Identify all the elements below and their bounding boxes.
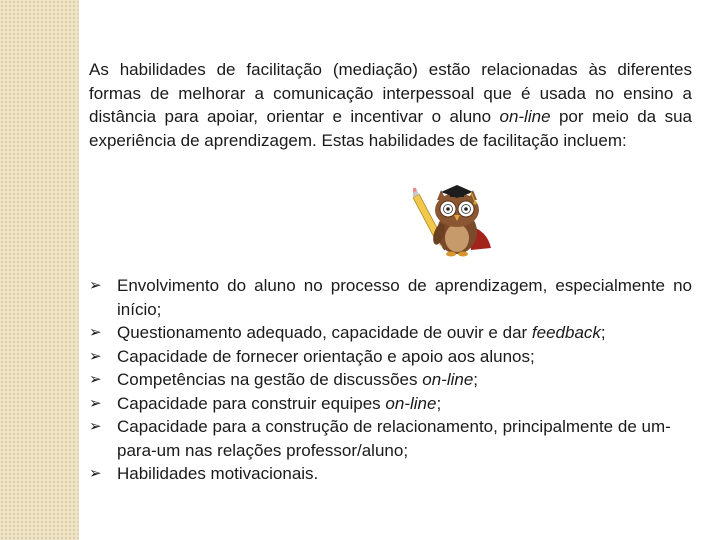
list-item: ➢ Competências na gestão de discussões on-line; bbox=[89, 368, 692, 392]
intro-italic-online: on-line bbox=[499, 107, 551, 126]
arrow-bullet-icon: ➢ bbox=[89, 276, 102, 294]
side-divider bbox=[78, 0, 79, 540]
list-item: ➢ Questionamento adequado, capacidade de ouvir e dar feedback; bbox=[89, 321, 692, 345]
list-item: ➢ Capacidade de fornecer orientação e apoio aos alunos; bbox=[89, 345, 692, 369]
graduate-owl-with-pencil-icon bbox=[413, 178, 503, 260]
intro-text-2: por meio da sua experiência de aprendizagem. Estas habilidades de facilitação incluem: bbox=[89, 107, 692, 150]
intro-paragraph bbox=[89, 58, 692, 152]
list-item: ➢ Envolvimento do aluno no processo de aprendizagem, especialmente no início; bbox=[89, 276, 692, 319]
decorative-side-bar bbox=[0, 0, 78, 540]
arrow-bullet-icon: ➢ bbox=[89, 464, 102, 482]
list-item: ➢ Capacidade para a construção de relacionamento, principalmente de um-para-um nas relações professor/aluno; bbox=[89, 417, 671, 460]
intro-text-1: As habilidades de facilitação (mediação) estão relacionadas às diferentes formas de melhorar a comunicação interpessoal que é usada no ensino a distância para apoiar, orientar e incentivar o aluno bbox=[89, 60, 692, 126]
skills-list bbox=[89, 274, 692, 486]
arrow-bullet-icon: ➢ bbox=[89, 417, 102, 435]
arrow-bullet-icon: ➢ bbox=[89, 346, 102, 365]
arrow-bullet-icon: ➢ bbox=[89, 323, 102, 341]
list-item: ➢ Habilidades motivacionais. bbox=[89, 462, 692, 486]
arrow-bullet-icon: ➢ bbox=[89, 370, 102, 388]
arrow-bullet-icon: ➢ bbox=[89, 393, 102, 412]
list-item: ➢ Capacidade para construir equipes on-line; bbox=[89, 392, 692, 416]
